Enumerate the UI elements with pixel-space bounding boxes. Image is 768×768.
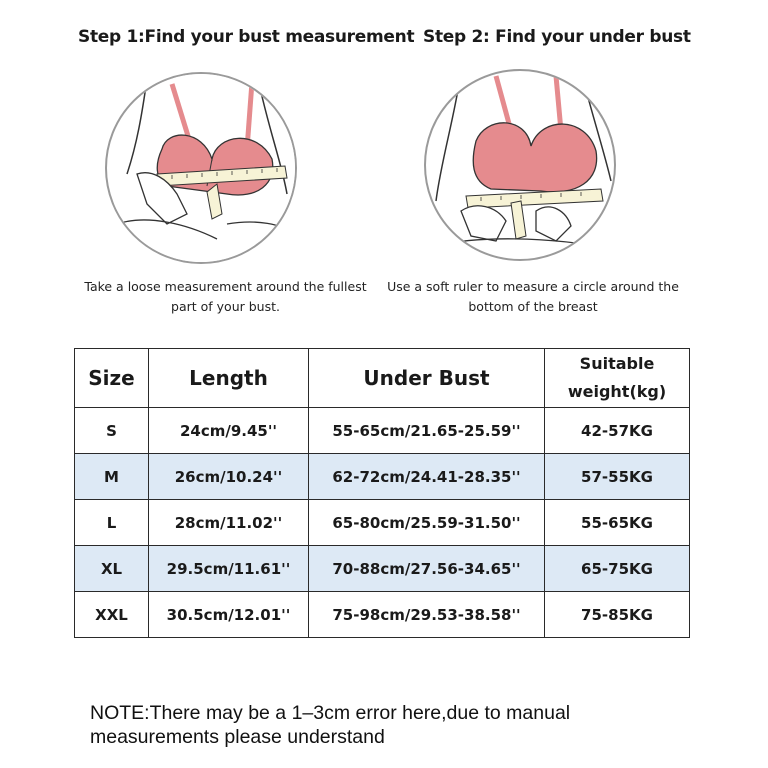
header-weight-line1: Suitable: [579, 354, 655, 373]
step1-caption-line1: Take a loose measurement around the fullest: [84, 279, 367, 294]
cell-under-bust: 55-65cm/21.65-25.59'': [309, 408, 545, 454]
cell-under-bust: 65-80cm/25.59-31.50'': [309, 500, 545, 546]
cell-weight: 55-65KG: [545, 500, 690, 546]
cell-weight: 75-85KG: [545, 592, 690, 638]
cell-length: 28cm/11.02'': [149, 500, 309, 546]
size-chart-table: [74, 348, 690, 638]
step1-caption-line2: part of your bust.: [171, 299, 280, 314]
step2-caption-line1: Use a soft ruler to measure a circle around the: [387, 279, 679, 294]
cell-size: XXL: [75, 592, 149, 638]
header-suitable-weight: [545, 349, 690, 408]
step1-caption: [78, 277, 373, 317]
table-row: [75, 546, 690, 592]
under-bust-illustration: [424, 69, 616, 261]
table-row: [75, 592, 690, 638]
header-size: Size: [75, 349, 149, 408]
header-under-bust: Under Bust: [309, 349, 545, 408]
bust-measurement-drawing: [107, 74, 295, 262]
cell-length: 26cm/10.24'': [149, 454, 309, 500]
cell-size: XL: [75, 546, 149, 592]
table-row: [75, 408, 690, 454]
cell-weight: 57-55KG: [545, 454, 690, 500]
table-header-row: [75, 349, 690, 408]
header-weight-line2: weight(kg): [567, 382, 667, 401]
cell-size: S: [75, 408, 149, 454]
cell-under-bust: 75-98cm/29.53-38.58'': [309, 592, 545, 638]
cell-length: 24cm/9.45'': [149, 408, 309, 454]
cell-size: L: [75, 500, 149, 546]
cell-length: 30.5cm/12.01'': [149, 592, 309, 638]
table-row: [75, 500, 690, 546]
cell-size: M: [75, 454, 149, 500]
cell-under-bust: 70-88cm/27.56-34.65'': [309, 546, 545, 592]
step2-caption: [383, 277, 683, 317]
step2-caption-line2: bottom of the breast: [468, 299, 598, 314]
table-row: [75, 454, 690, 500]
header-length: Length: [149, 349, 309, 408]
step2-title: Step 2: Find your under bust: [423, 27, 691, 47]
measurement-note: [90, 701, 690, 749]
cell-weight: 42-57KG: [545, 408, 690, 454]
under-bust-drawing: [426, 71, 614, 259]
cell-under-bust: 62-72cm/24.41-28.35'': [309, 454, 545, 500]
bust-measurement-illustration: [105, 72, 297, 264]
step1-title: Step 1:Find your bust measurement: [78, 27, 415, 47]
note-line2: measurements please understand: [90, 726, 385, 748]
cell-length: 29.5cm/11.61'': [149, 546, 309, 592]
note-line1: NOTE:There may be a 1–3cm error here,due to manual: [90, 702, 571, 724]
cell-weight: 65-75KG: [545, 546, 690, 592]
